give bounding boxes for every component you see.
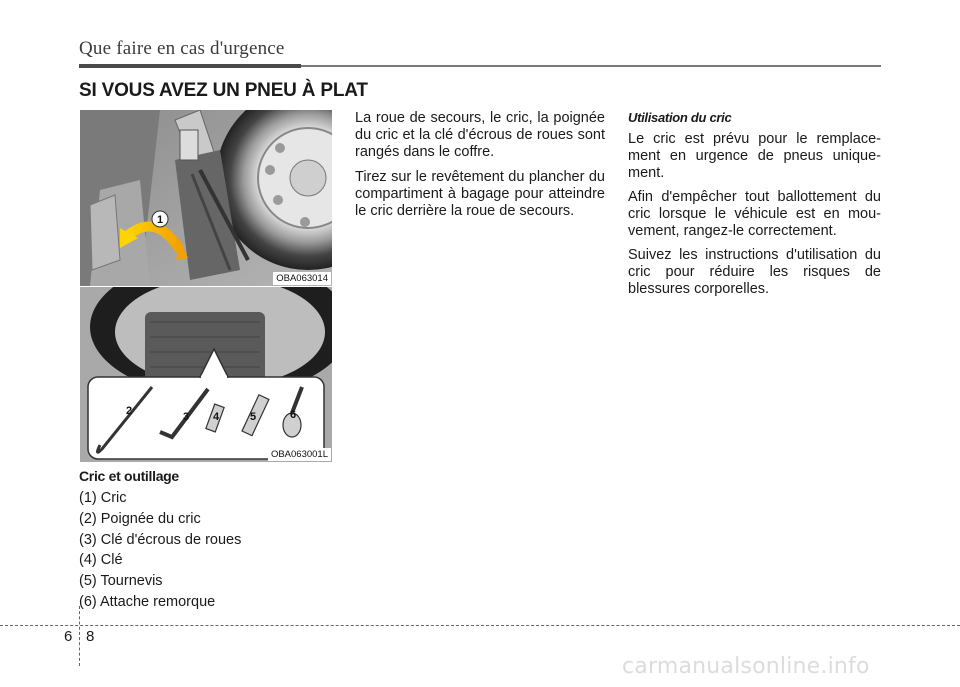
subheading: Utilisation du cric — [628, 110, 732, 125]
section-heading: SI VOUS AVEZ UN PNEU À PLAT — [79, 80, 368, 101]
figure-code-1: OBA063014 — [273, 272, 331, 285]
paragraph: La roue de secours, le cric, la poignée du cric et la clé d'écrous de roues sont rangés dans le coffre. — [355, 110, 605, 160]
header-rule-light — [301, 65, 881, 67]
footer-divider — [79, 606, 80, 666]
paragraph: Suivez les instructions d'utilisation du cric pour réduire les risques de blessures corporelles. — [628, 247, 881, 297]
running-header: Que faire en cas d'urgence — [79, 38, 285, 59]
callout-2: 2 — [126, 405, 133, 417]
figure-jack-in-trunk — [80, 110, 332, 286]
callout-5: 5 — [250, 411, 257, 423]
jack-in-trunk-illustration — [80, 110, 332, 286]
paragraph: Afin d'empêcher tout ballottement du cric lorsque le véhicule est en mou-vement, rangez-le correctement. — [628, 189, 881, 239]
callout-4: 4 — [213, 411, 220, 423]
list-item: (5) Tournevis — [79, 573, 163, 590]
list-item: (3) Clé d'écrous de roues — [79, 531, 242, 548]
header-rule — [79, 64, 881, 68]
callout-6: 6 — [290, 409, 297, 421]
tool-list — [79, 488, 241, 613]
list-item: (6) Attache remorque — [79, 593, 216, 610]
callout-3: 3 — [183, 411, 190, 423]
figure-tool-kit — [80, 287, 332, 462]
list-item: (2) Poignée du cric — [79, 510, 201, 527]
column-3 — [628, 110, 881, 305]
paragraph: Le cric est prévu pour le remplace-ment en urgence de pneus unique-ment. — [628, 131, 881, 181]
footer-rule — [0, 625, 960, 626]
list-item: (4) Clé — [79, 552, 123, 569]
paragraph: Tirez sur le revêtement du plancher du compartiment à bagage pour atteindre le cric derrière la roue de secours. — [355, 169, 605, 219]
figure-code-2: OBA063001L — [268, 448, 331, 461]
figure-caption: Cric et outillage — [79, 468, 179, 484]
chapter-number: 6 — [64, 628, 73, 645]
header-rule-dark — [79, 64, 301, 68]
tool-kit-illustration — [80, 287, 332, 462]
list-item: (1) Cric — [79, 490, 127, 506]
callout-1: 1 — [156, 214, 164, 226]
column-2 — [355, 110, 605, 228]
page-number: 8 — [86, 628, 95, 645]
watermark: carmanualsonline.info — [622, 654, 870, 679]
